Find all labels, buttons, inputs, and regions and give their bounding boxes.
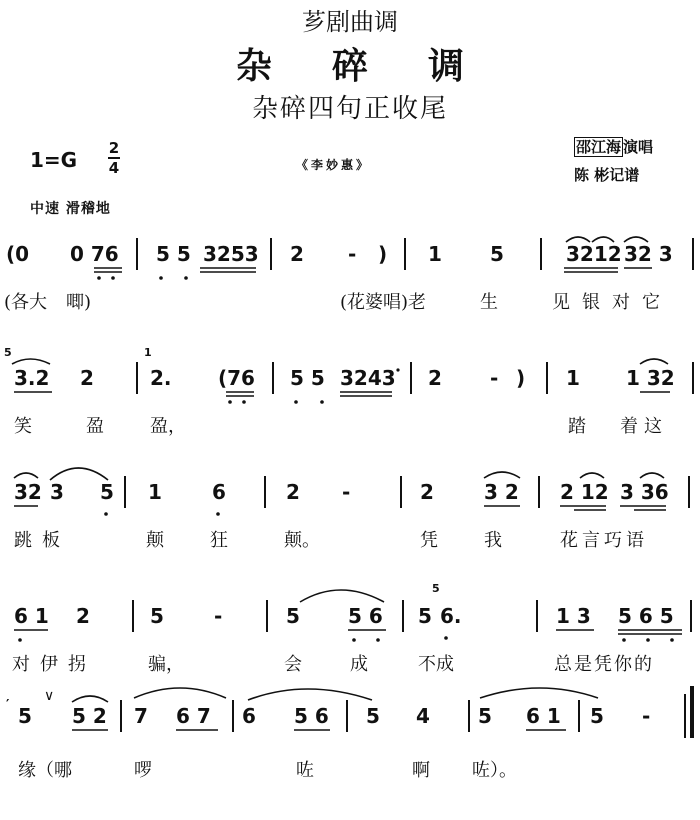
note: 5	[490, 242, 504, 266]
note: 3 36	[620, 480, 669, 504]
barline	[136, 238, 138, 270]
note: 2	[76, 604, 90, 628]
note: 2	[290, 242, 304, 266]
barline	[690, 600, 692, 632]
lyric: 见银对它	[552, 292, 672, 313]
note: -	[348, 242, 357, 266]
note: 5 6	[294, 704, 329, 728]
note: 5 5	[290, 366, 325, 390]
barline	[404, 238, 406, 270]
note: 5	[478, 704, 492, 728]
lyric: 凭	[420, 530, 438, 551]
note: 6 1	[14, 604, 49, 628]
song-title: 杂碎调	[235, 46, 524, 87]
note: 4	[416, 704, 430, 728]
note: -	[642, 704, 651, 728]
barline	[688, 476, 690, 508]
note: 5	[418, 604, 432, 628]
lyric: 唧)	[66, 292, 92, 313]
note: 2	[80, 366, 94, 390]
note: 5	[150, 604, 164, 628]
notator-credit: 陈 彬记谱	[574, 166, 640, 184]
score-line-4	[0, 582, 700, 704]
final-barline-thick	[690, 686, 694, 738]
note: (76	[218, 366, 255, 390]
note: 2	[428, 366, 442, 390]
note: 6.	[440, 604, 462, 628]
grace-note: 1	[144, 346, 152, 359]
lyric: 我	[484, 530, 502, 551]
lyric: 咗）。	[472, 760, 517, 781]
barline	[266, 600, 268, 632]
barline	[346, 700, 348, 732]
barline	[264, 476, 266, 508]
lyric: 啊	[412, 760, 430, 781]
lyric: 成	[350, 654, 368, 675]
note: 6 7	[176, 704, 211, 728]
lyric: 咗	[296, 760, 314, 781]
note: 6	[212, 480, 226, 504]
note: 2 12	[560, 480, 609, 504]
note: 5 5	[156, 242, 191, 266]
note: 5	[100, 480, 114, 504]
lyric: (各大	[4, 292, 48, 313]
note: )	[516, 366, 526, 390]
barline	[692, 238, 694, 270]
singer-credit	[574, 136, 653, 157]
lyric: 着这	[620, 416, 668, 437]
lyric: 生	[480, 292, 498, 313]
lyric: 盈，	[150, 416, 186, 437]
singer-name: 邵江海	[576, 138, 622, 156]
note: 3253	[203, 242, 259, 266]
note: 3.2	[14, 366, 50, 390]
lyric: 狂	[210, 530, 228, 551]
note: -	[342, 480, 351, 504]
song-subtitle: 杂碎四句正收尾	[251, 94, 448, 124]
note: (0	[6, 242, 30, 266]
note: 1 3	[556, 604, 591, 628]
barline	[410, 362, 412, 394]
barline	[132, 600, 134, 632]
barline	[402, 600, 404, 632]
note: 5 6 5	[618, 604, 674, 628]
note: 3212	[566, 242, 622, 266]
barline	[578, 700, 580, 732]
meter-denominator: 4	[108, 159, 120, 177]
note: 1	[566, 366, 580, 390]
lyric: 会	[284, 654, 302, 675]
lyric: 不成	[418, 654, 454, 675]
barline	[400, 476, 402, 508]
note: 2.	[150, 366, 172, 390]
note: 1 32	[626, 366, 675, 390]
lyric: 骗，	[148, 654, 184, 675]
note: 3 2	[484, 480, 519, 504]
time-signature	[108, 140, 120, 176]
key-signature: 1=G	[30, 148, 78, 172]
note: 3	[50, 480, 64, 504]
note: 5 6	[348, 604, 383, 628]
final-barline-thin	[684, 694, 686, 738]
slide-mark: ′	[6, 698, 10, 713]
barline	[124, 476, 126, 508]
lyric: 笑	[14, 416, 32, 437]
note: )	[378, 242, 388, 266]
score-line-2	[0, 346, 700, 466]
lyric: (花婆唱)老	[340, 292, 427, 313]
lyric: 颠	[146, 530, 164, 551]
barline	[468, 700, 470, 732]
barline	[538, 476, 540, 508]
genre-heading: 芗剧曲调	[302, 8, 398, 36]
grace-note: 5	[4, 346, 12, 359]
score-line-3	[0, 470, 700, 580]
barline	[232, 700, 234, 732]
barline	[546, 362, 548, 394]
note: 0 76	[70, 242, 119, 266]
note: 2	[420, 480, 434, 504]
barline	[272, 362, 274, 394]
note: 5	[286, 604, 300, 628]
note: 2	[286, 480, 300, 504]
lyric: 踏	[568, 416, 586, 437]
barline	[270, 238, 272, 270]
lyric: 跳板	[14, 530, 70, 551]
barline	[120, 700, 122, 732]
note: 1	[428, 242, 442, 266]
note: 5 2	[72, 704, 107, 728]
barline	[136, 362, 138, 394]
opera-source: 《李妙惠》	[296, 158, 372, 172]
note: 32	[14, 480, 42, 504]
note: 5	[18, 704, 32, 728]
lyric: 颠。	[284, 530, 320, 551]
note: 32 3	[624, 242, 673, 266]
grace-note: 5	[432, 582, 440, 595]
breath-mark: ∨	[44, 688, 55, 704]
lyric: 花言巧语	[560, 530, 648, 551]
note: 5	[590, 704, 604, 728]
lyric: 对伊拐	[12, 654, 96, 675]
note: 1	[148, 480, 162, 504]
lyric: 啰	[134, 760, 152, 781]
lyric: 缘（哪	[18, 760, 72, 781]
meter-numerator: 2	[108, 139, 120, 157]
barline	[540, 238, 542, 270]
note: 7	[134, 704, 148, 728]
note: 6	[242, 704, 256, 728]
barline	[536, 600, 538, 632]
score-line-5	[0, 688, 700, 804]
singer-role: 演唱	[623, 138, 654, 156]
note: 3243	[340, 366, 396, 390]
tempo-marking: 中速 滑稽地	[30, 201, 111, 217]
barline	[692, 362, 694, 394]
note: 5	[366, 704, 380, 728]
lyric: 盈	[86, 416, 104, 437]
note: -	[214, 604, 223, 628]
lyric: 总是凭你的	[554, 654, 654, 675]
note: 6 1	[526, 704, 561, 728]
note: -	[490, 366, 499, 390]
score-line-1	[0, 232, 700, 342]
